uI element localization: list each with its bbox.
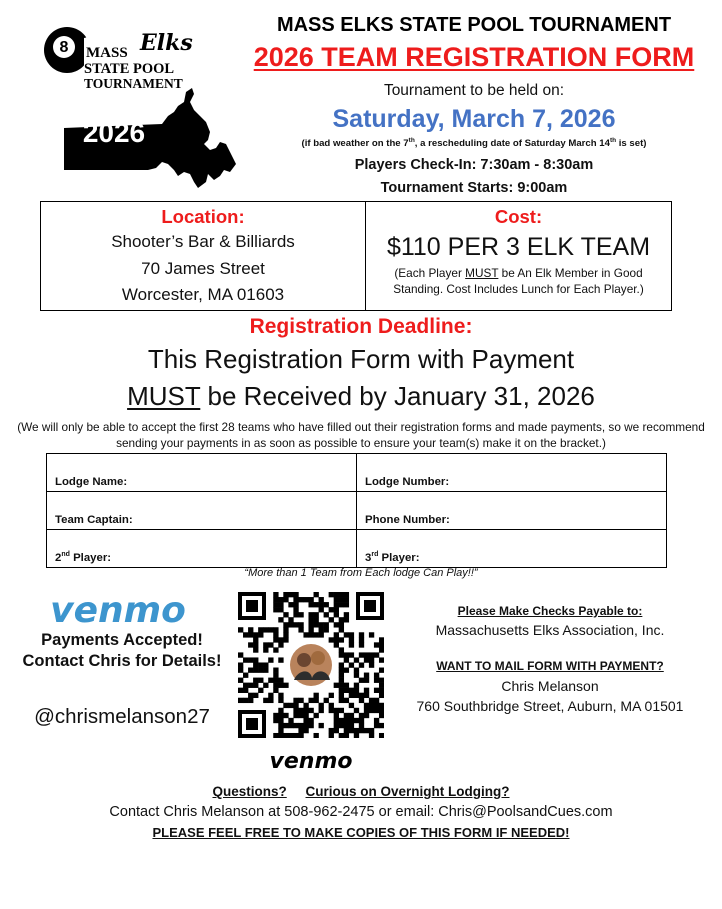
lodge-name-field[interactable]: Lodge Name: — [47, 454, 357, 492]
venmo-logo — [38, 590, 198, 630]
checks-payee: Massachusetts Elks Association, Inc. — [435, 622, 665, 638]
logo-script: Elks — [140, 30, 193, 56]
logo-line1: MASS — [86, 45, 128, 61]
location-venue: Shooter’s Bar & Billiards — [111, 232, 295, 251]
copies-note: PLEASE FEEL FREE TO MAKE COPIES OF THIS FORM IF NEEDED! — [152, 825, 570, 840]
cost-note: (Each Player MUST be An Elk Member in Good Standing. Cost Includes Lunch for Each Player.) — [393, 266, 644, 296]
event-date: Saturday, March 7, 2026 — [332, 105, 616, 133]
venmo-handle: @chrismelanson27 — [34, 705, 210, 728]
deadline-line2: MUST be Received by January 31, 2026 — [127, 381, 595, 411]
location-street: 70 James Street — [141, 258, 265, 278]
form-title: 2026 TEAM REGISTRATION FORM — [253, 42, 695, 72]
table-row — [47, 530, 667, 568]
location-city: Worcester, MA 01603 — [121, 285, 285, 304]
page-title: MASS ELKS STATE POOL TOURNAMENT — [276, 14, 672, 36]
svg-text:venmo: venmo — [50, 590, 186, 630]
questions-line: Questions? Curious on Overnight Lodging? — [212, 784, 510, 799]
third-player-field[interactable]: 3rd Player: — [357, 530, 667, 568]
second-player-field[interactable]: 2nd Player: — [47, 530, 357, 568]
checks-heading: Please Make Checks Payable to: — [457, 604, 643, 618]
logo-ball-number: 8 — [59, 39, 69, 56]
mail-name: Chris Melanson — [501, 678, 599, 694]
location-cost-box — [40, 201, 672, 311]
venmo-qr-logo — [262, 746, 360, 774]
logo-line3: TOURNAMENT — [84, 76, 183, 91]
checkin-time: Players Check-In: 7:30am - 8:30am — [354, 157, 594, 173]
cost-label: Cost: — [494, 206, 543, 227]
logo-line2: STATE POOL — [84, 61, 175, 77]
weather-note: (if bad weather on the 7th, a rescheduling date of Saturday March 14th is set) — [301, 136, 647, 149]
logo-year: 2026 — [82, 117, 146, 148]
table-row — [47, 492, 667, 530]
mail-address: 760 Southbridge Street, Auburn, MA 01501 — [416, 698, 684, 714]
lodge-number-field[interactable]: Lodge Number: — [357, 454, 667, 492]
payments-accepted-text: Payments Accepted! Contact Chris for Details! — [22, 631, 222, 670]
deadline-line1: This Registration Form with Payment — [147, 344, 575, 374]
cost-value: $110 PER 3 ELK TEAM — [386, 233, 651, 261]
more-teams-note: “More than 1 Team from Each lodge Can Play!!” — [244, 567, 478, 579]
mail-heading: WANT TO MAIL FORM WITH PAYMENT? — [436, 659, 664, 673]
registration-table — [46, 453, 667, 568]
team-captain-field[interactable]: Team Captain: — [47, 492, 357, 530]
contact-line: Contact Chris Melanson at 508-962-2475 or email: Chris@PoolsandCues.com — [109, 804, 613, 820]
tournament-logo — [44, 24, 240, 196]
svg-text:venmo: venmo — [269, 749, 353, 774]
location-label: Location: — [161, 206, 245, 227]
held-on-text: Tournament to be held on: — [383, 82, 565, 99]
location-cell — [41, 202, 366, 310]
phone-number-field[interactable]: Phone Number: — [357, 492, 667, 530]
cost-cell — [366, 202, 671, 310]
start-time: Tournament Starts: 9:00am — [380, 180, 568, 196]
table-row — [47, 454, 667, 492]
venmo-qr-code[interactable] — [238, 592, 384, 738]
capacity-note: (We will only be able to accept the first 28 teams who have filled out their registration forms and made payments, so we recommend sending your payments in as soon as possible to ensure your team(s) make it on the bracket.) — [17, 420, 705, 450]
deadline-label: Registration Deadline: — [249, 315, 473, 338]
